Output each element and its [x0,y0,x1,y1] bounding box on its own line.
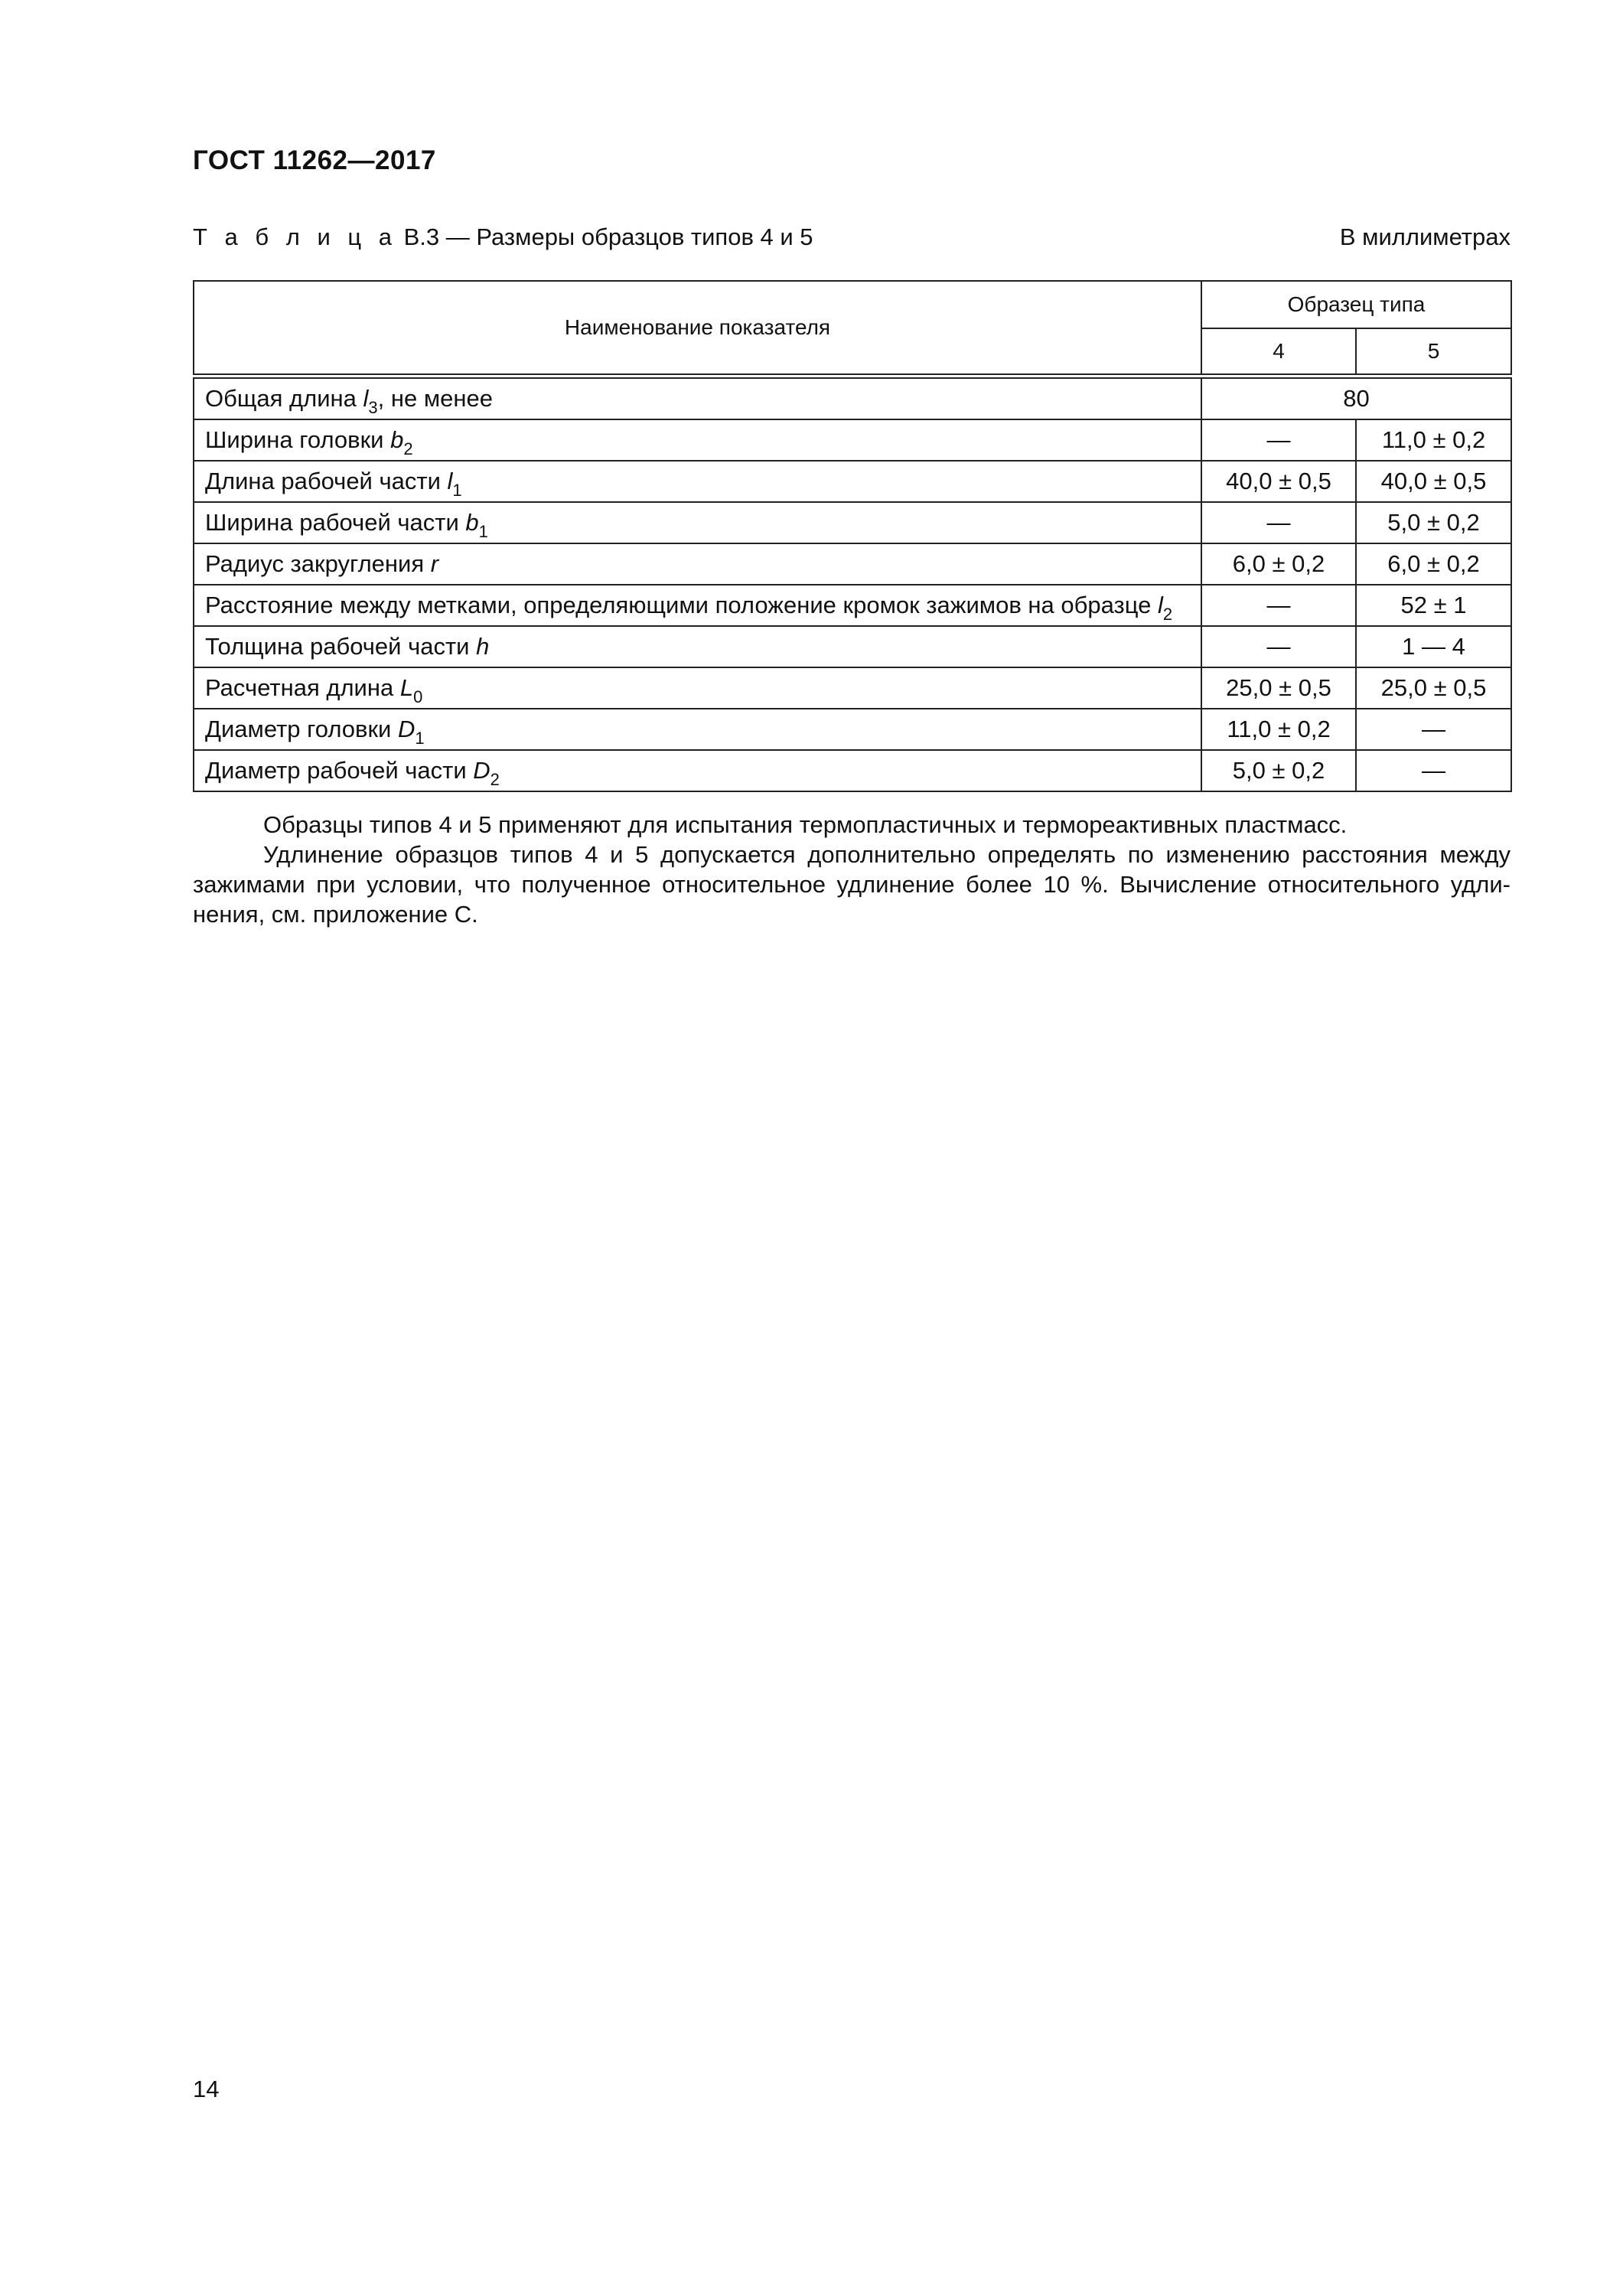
value-cell-type-5: — [1356,750,1511,791]
row-name-text: Толщина рабочей части [205,633,477,660]
table-caption-title [193,223,813,251]
column-header-sample-type: Образец типа [1201,281,1511,328]
row-name-text: Общая длина [205,385,363,412]
value-cell-type-4: 5,0 ± 0,2 [1201,750,1356,791]
note-paragraph-2: Удлинение образцов типов 4 и 5 допускается дополнительно определять по изменению расстояния между зажимами при условии, что полученное относительное удлинение более 10 %. Вычисление относительного удли-нения, см. приложение С. [193,841,1511,928]
table-caption-text: В.3 — Размеры образцов типов 4 и 5 [397,223,813,250]
column-header-type-5: 5 [1356,328,1511,377]
row-name-cell [194,750,1201,791]
value-cell-type-4: 25,0 ± 0,5 [1201,667,1356,709]
table-row [194,543,1511,585]
row-name-text: Расчетная длина [205,674,400,701]
table-row [194,502,1511,543]
value-cell-type-4: — [1201,585,1356,626]
row-symbol: L [399,674,414,701]
row-symbol: l [1158,592,1163,618]
row-symbol: b [390,426,404,453]
row-name-text: Ширина рабочей части [205,509,466,536]
table-row [194,626,1511,667]
row-name-cell [194,461,1201,502]
value-cell-type-5: 52 ± 1 [1356,585,1511,626]
notes [193,810,1511,929]
row-name-cell [194,626,1201,667]
table-row [194,377,1511,420]
row-symbol: l [363,385,369,412]
row-symbol: l [447,468,453,494]
row-symbol: D [473,757,490,784]
row-symbol-subscript: 2 [490,770,500,789]
row-symbol-subscript: 1 [415,729,425,748]
value-cell-type-5: 40,0 ± 0,5 [1356,461,1511,502]
row-symbol-subscript: 3 [368,398,378,417]
column-header-name: Наименование показателя [194,281,1201,377]
row-name-cell [194,585,1201,626]
table-units: В миллиметрах [1339,223,1511,250]
table-row [194,585,1511,626]
row-symbol: r [430,550,439,577]
row-name-text: Ширина головки [205,426,391,453]
row-name-cell [194,709,1201,750]
value-cell-type-5: 1 — 4 [1356,626,1511,667]
row-symbol-subscript: 2 [403,439,413,458]
value-cell-type-4: 11,0 ± 0,2 [1201,709,1356,750]
value-cell-type-4: — [1201,626,1356,667]
row-name-text: Расстояние между метками, определяющими положение кромок зажимов на образце [205,592,1159,618]
column-header-type-4: 4 [1201,328,1356,377]
value-cell-type-4: — [1201,419,1356,461]
table-caption-label: Т а б л и ц а [193,223,398,250]
row-name-text: Диаметр рабочей части [205,757,474,784]
table-row [194,750,1511,791]
note-paragraph-1: Образцы типов 4 и 5 применяют для испытания термопластичных и термореактивных пластмасс. [263,811,1348,838]
table-row [194,709,1511,750]
row-name-cell [194,543,1201,585]
row-name-cell [194,502,1201,543]
value-cell-type-4: 40,0 ± 0,5 [1201,461,1356,502]
document-header: ГОСТ 11262—2017 [193,145,436,175]
value-cell-type-4: 6,0 ± 0,2 [1201,543,1356,585]
row-symbol-subscript: 1 [452,481,462,500]
table-row [194,667,1511,709]
value-cell-type-5: 5,0 ± 0,2 [1356,502,1511,543]
row-name-cell [194,667,1201,709]
value-cell-type-5: 25,0 ± 0,5 [1356,667,1511,709]
row-name-text: Радиус закругления [205,550,431,577]
value-cell-type-5: 6,0 ± 0,2 [1356,543,1511,585]
table-body [194,377,1511,792]
page-number: 14 [193,2076,220,2102]
value-cell-type-4: — [1201,502,1356,543]
table-caption [193,223,1511,257]
row-symbol: h [476,633,490,660]
value-cell-merged: 80 [1201,377,1511,420]
row-symbol-subscript: 1 [478,522,488,541]
row-name-text: Диаметр головки [205,716,398,742]
row-symbol: D [397,716,416,742]
value-cell-type-5: 11,0 ± 0,2 [1356,419,1511,461]
row-name-cell [194,377,1201,420]
row-symbol-subscript: 0 [413,687,423,706]
table-row [194,419,1511,461]
row-name-cell [194,419,1201,461]
dimensions-table [193,280,1512,792]
row-symbol: b [465,509,479,536]
table-row [194,461,1511,502]
value-cell-type-5: — [1356,709,1511,750]
row-symbol-subscript: 2 [1162,605,1173,624]
row-name-suffix: , не менее [377,385,493,412]
row-name-text: Длина рабочей части [205,468,448,494]
